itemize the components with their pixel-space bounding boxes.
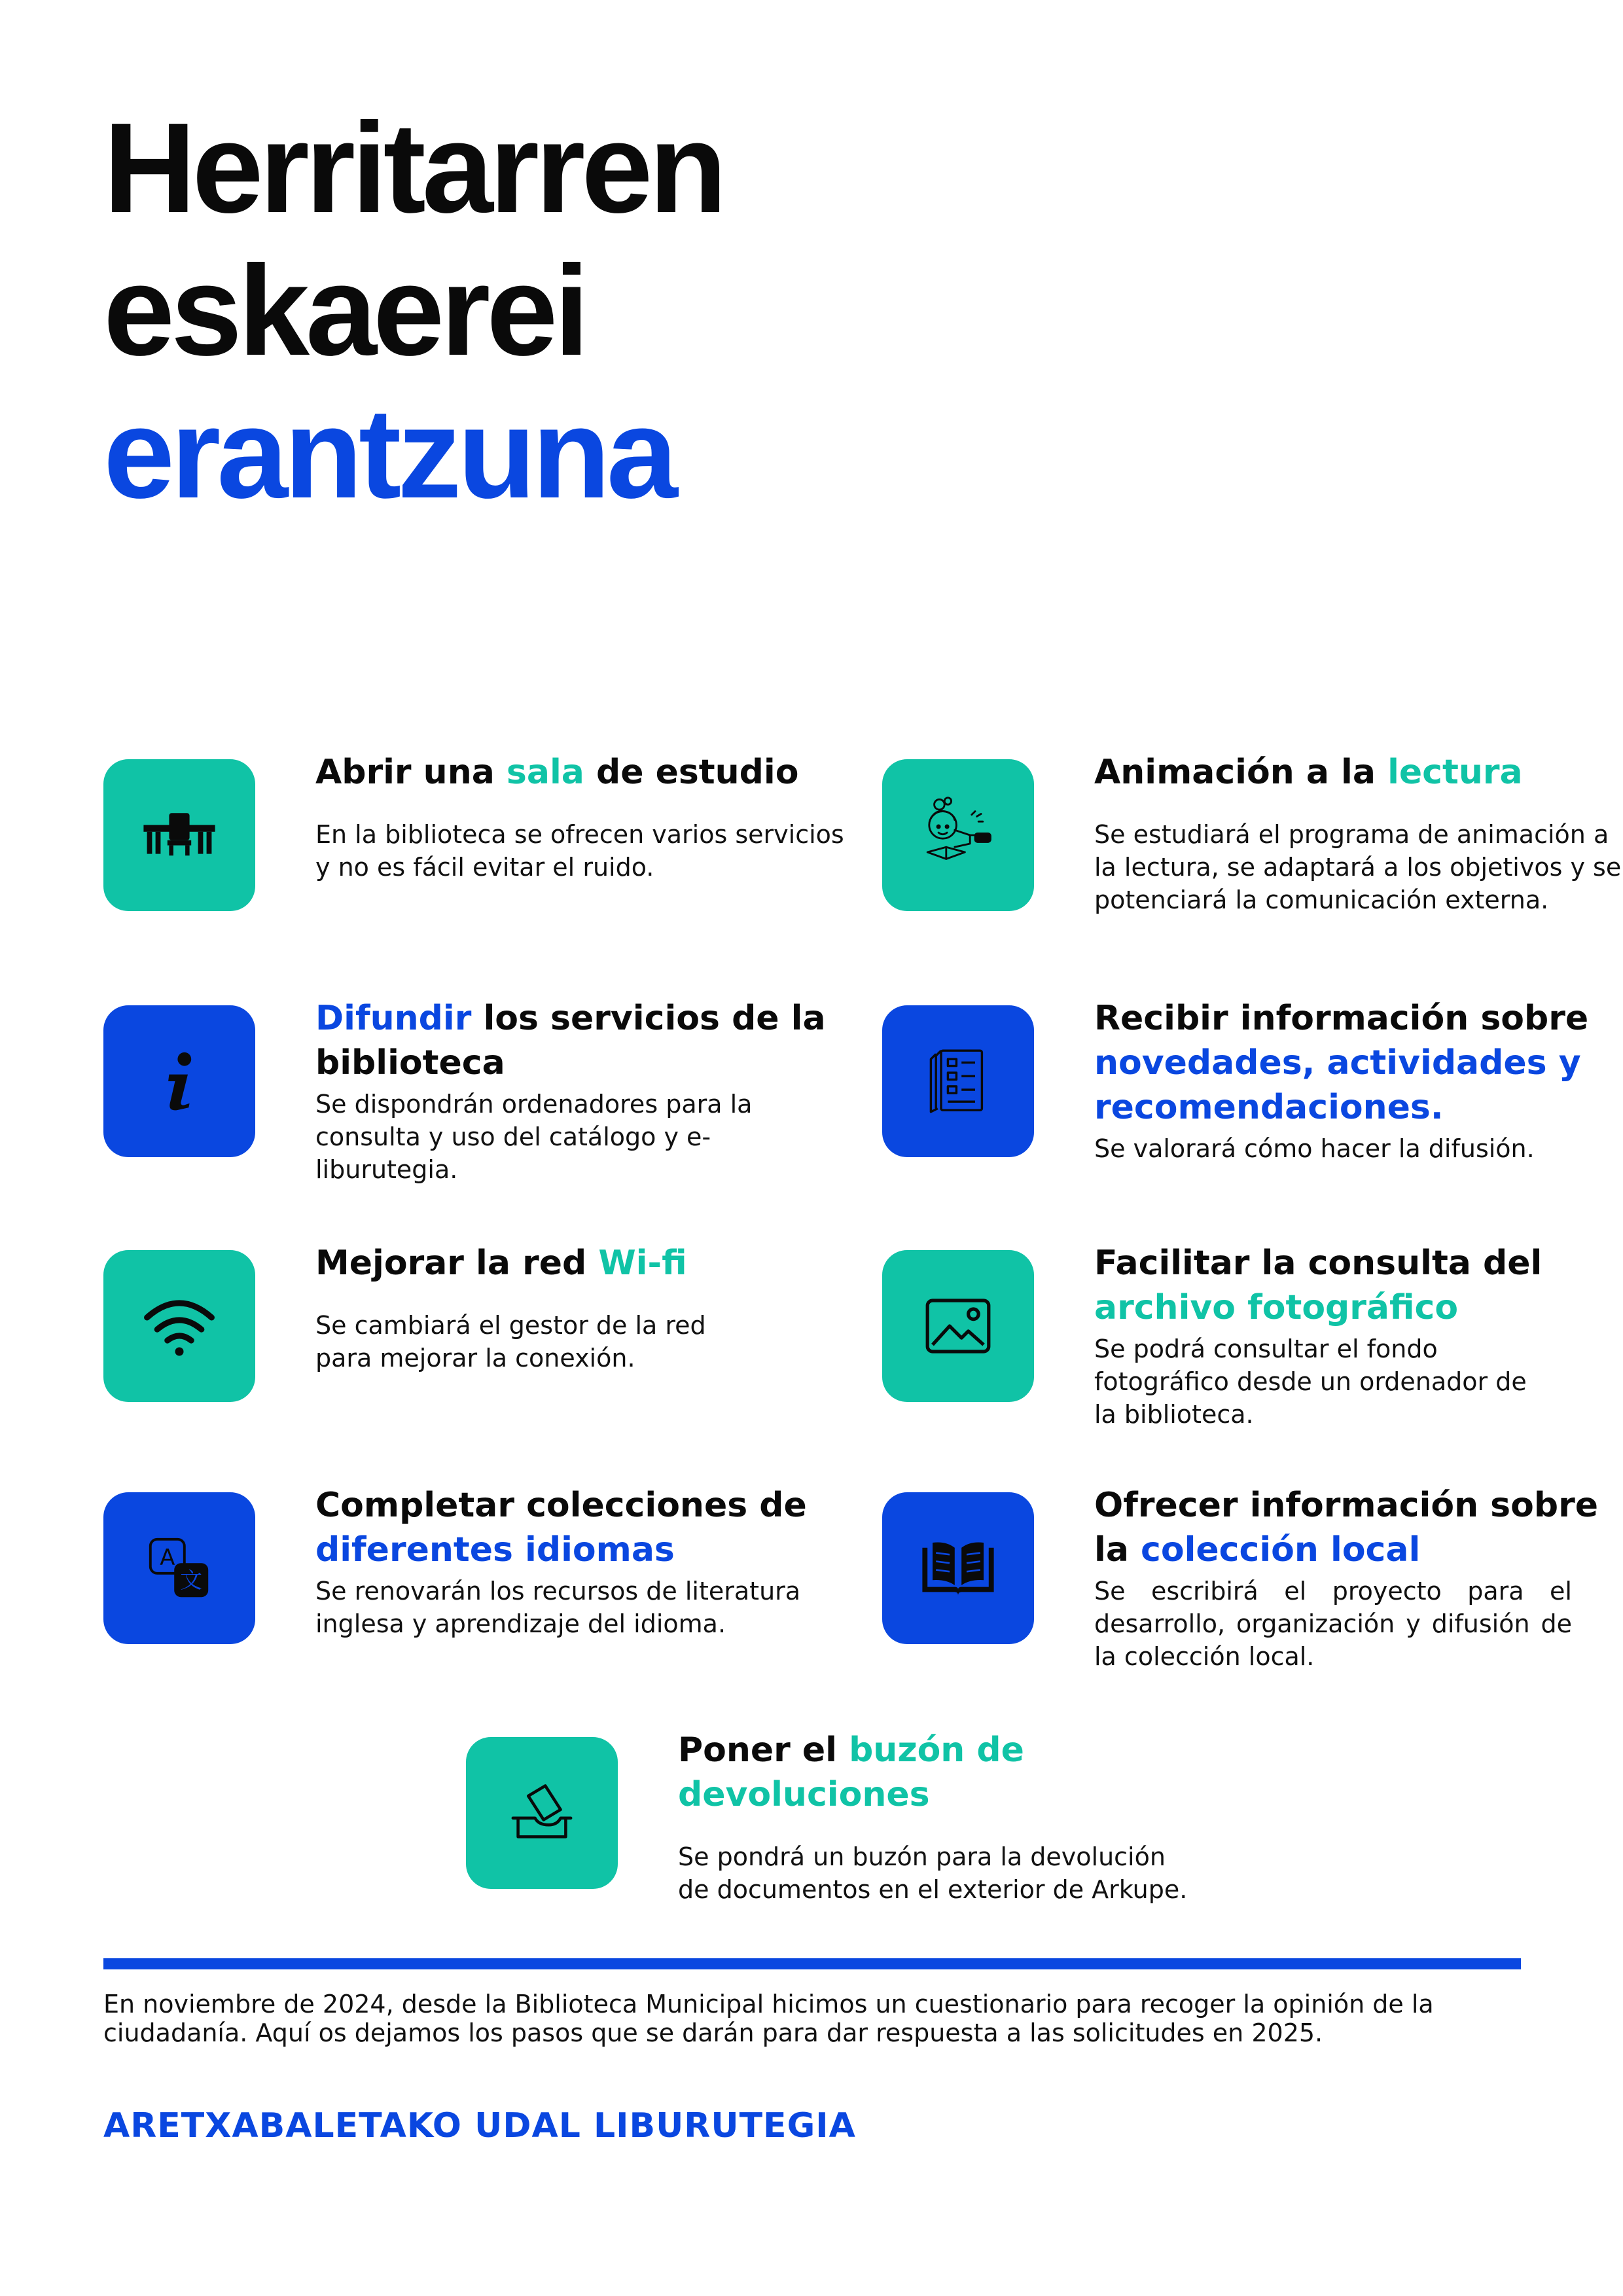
languages-text: [315, 1483, 865, 1640]
item-description: En la biblioteca se ofrecen varios servicios y no es fácil evitar el ruido.: [315, 820, 844, 882]
item-heading: Difundir los servicios de la biblioteca: [315, 999, 826, 1083]
item-heading: Animación a la lectura: [1094, 753, 1523, 792]
item-description: Se podrá consultar el fondo fotográfico desde un ordenador de la biblioteca.: [1094, 1335, 1527, 1429]
child-reading-icon: [916, 793, 1001, 878]
item-heading: Ofrecer información sobre la colección local: [1094, 1486, 1598, 1570]
info-icon: [137, 1039, 222, 1124]
title-line-1: Herritarren: [103, 96, 724, 240]
languages-icon-box: [103, 1492, 255, 1644]
wifi-text: [315, 1241, 852, 1374]
study-desk-icon: [137, 793, 222, 878]
item-heading: Poner el buzón de devoluciones: [678, 1731, 1024, 1814]
study-room-icon-box: [103, 759, 255, 911]
item-description: Se dispondrán ordenadores para la consulta y uso del catálogo y e-liburutegia.: [315, 1090, 753, 1184]
publicize-services-icon-box: [103, 1005, 255, 1157]
local-collection-text: [1094, 1483, 1623, 1673]
item-description: Se escribirá el proyecto para el desarrollo, organización y difusión de la colección local.: [1094, 1577, 1572, 1671]
photo-archive-icon-box: [882, 1250, 1034, 1402]
newsletter-icon: [916, 1039, 1001, 1124]
footer-organization: ARETXABALETAKO UDAL LIBURUTEGIA: [103, 2106, 856, 2145]
reading-animation-icon-box: [882, 759, 1034, 911]
item-description: Se pondrá un buzón para la devolución de documentos en el exterior de Arkupe.: [678, 1842, 1188, 1904]
item-description: Se estudiará el programa de animación a la lectura, se adaptará a los objetivos y se potenciará la comunicación externa.: [1094, 820, 1622, 914]
open-book-icon: [916, 1526, 1001, 1611]
item-description: Se valorará cómo hacer la difusión.: [1094, 1134, 1535, 1163]
item-heading: Mejorar la red Wi-fi: [315, 1244, 687, 1283]
return-box-icon: [499, 1770, 584, 1856]
title-line-2: eskaerei: [103, 239, 586, 382]
item-heading: Recibir información sobre novedades, actividades y recomendaciones.: [1094, 999, 1589, 1127]
title-line-3: erantzuna: [103, 382, 674, 525]
receive-news-text: [1094, 996, 1623, 1165]
local-collection-icon-box: [882, 1492, 1034, 1644]
reading-animation-text: [1094, 750, 1623, 916]
photo-archive-text: [1094, 1241, 1592, 1431]
wifi-icon: [137, 1283, 222, 1369]
publicize-services-text: [315, 996, 852, 1186]
return-box-text: [678, 1728, 1241, 1906]
translate-icon: [137, 1526, 222, 1611]
image-icon: [916, 1283, 1001, 1369]
wifi-icon-box: [103, 1250, 255, 1402]
svg-text:文: 文: [180, 1567, 203, 1593]
svg-text:A: A: [160, 1544, 175, 1570]
item-heading: Facilitar la consulta del archivo fotográfico: [1094, 1244, 1543, 1327]
footer-text: En noviembre de 2024, desde la Biblioteca Municipal hicimos un cuestionario para recoger la opinión de la ciudadanía. Aquí os dejamos los pasos que se darán para dar respuesta a las solicitudes en 2025.: [103, 1990, 1434, 2047]
item-heading: Abrir una sala de estudio: [315, 753, 799, 792]
page-title: [103, 97, 723, 525]
item-heading: Completar colecciones de diferentes idiomas: [315, 1486, 807, 1570]
receive-news-icon-box: [882, 1005, 1034, 1157]
item-description: Se renovarán los recursos de literatura inglesa y aprendizaje del idioma.: [315, 1577, 801, 1638]
study-room-text: [315, 750, 852, 884]
footer-divider: [103, 1958, 1521, 1969]
item-description: Se cambiará el gestor de la red para mejorar la conexión.: [315, 1311, 706, 1372]
return-box-icon-box: [466, 1737, 618, 1889]
